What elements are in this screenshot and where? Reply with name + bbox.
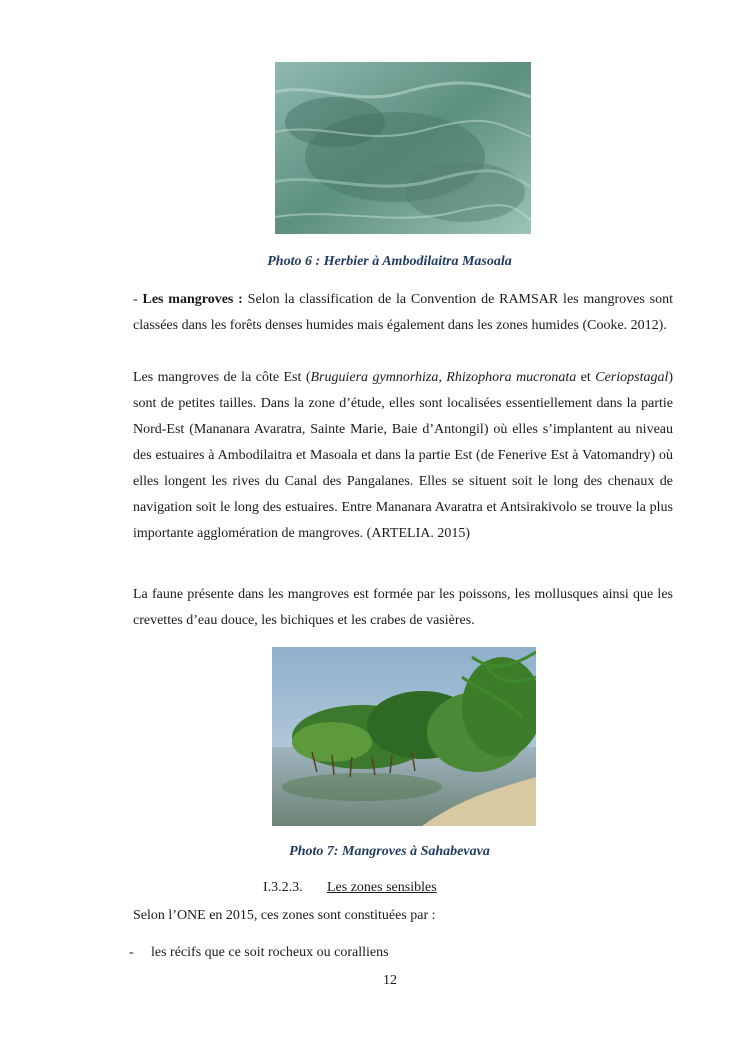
paragraph2-start: Les mangroves de la côte Est ( <box>133 370 311 385</box>
paragraph-mangroves-cote-est <box>133 365 673 547</box>
photo6-caption: Photo 6 : Herbier à Ambodilaitra Masoala <box>267 254 512 269</box>
mangroves-image <box>272 647 536 826</box>
photo-mangroves <box>272 647 536 826</box>
photo-herbier <box>275 62 531 234</box>
paragraph-faune: La faune présente dans les mangroves est formée par les poissons, les mollusques ainsi que les crevettes d’eau douce, les bichiques et les crabes de vasières. <box>133 587 673 628</box>
paragraph-zones-intro: Selon l’ONE en 2015, ces zones sont constituées par : <box>133 908 436 923</box>
paragraph2-end: ) sont de petites tailles. Dans la zone d’étude, elles sont localisées essentiellement dans la partie Nord-Est (Mananara Avaratra, Sainte Marie, Baie d’Antongil) où elles s’implantent au niveau des estuaires à Ambodilaitra et Masoala et dans la partie Est (de Fenerive Est à Vatomandry) où elles longent les rives du Canal des Pangalanes. Elles se situent soit le long des chenaux de navigation soit le long des estuaires. Entre Mananara Avaratra et Antsirakivolo se trouve la plus importante agglomération de mangroves. (ARTELIA. 2015) <box>133 370 674 541</box>
section-title: Les zones sensibles <box>327 880 437 895</box>
species-names: Bruguiera gymnorhiza, Rhizophora mucronata <box>310 370 577 385</box>
section-number: I.3.2.3. <box>263 880 303 895</box>
paragraph-mangroves <box>133 287 673 339</box>
paragraph1-text: Selon la classification de la Convention de RAMSAR les mangroves sont classées dans les forêts denses humides mais également dans les zones humides (Cooke. 2012). <box>133 292 673 333</box>
list-item <box>129 945 389 961</box>
term-mangroves: Les mangroves : <box>142 292 243 307</box>
list-item-text: les récifs que ce soit rocheux ou coralliens <box>151 945 389 960</box>
photo7-caption: Photo 7: Mangroves à Sahabevava <box>289 844 490 859</box>
species-name-ceriops: Ceriopstagal <box>595 370 669 385</box>
page-number: 12 <box>383 973 397 988</box>
list-dash: - <box>129 945 134 960</box>
section-heading <box>263 880 437 896</box>
list-dash: - <box>133 292 143 307</box>
paragraph2-mid: et <box>576 370 596 385</box>
seagrass-image <box>275 62 531 234</box>
